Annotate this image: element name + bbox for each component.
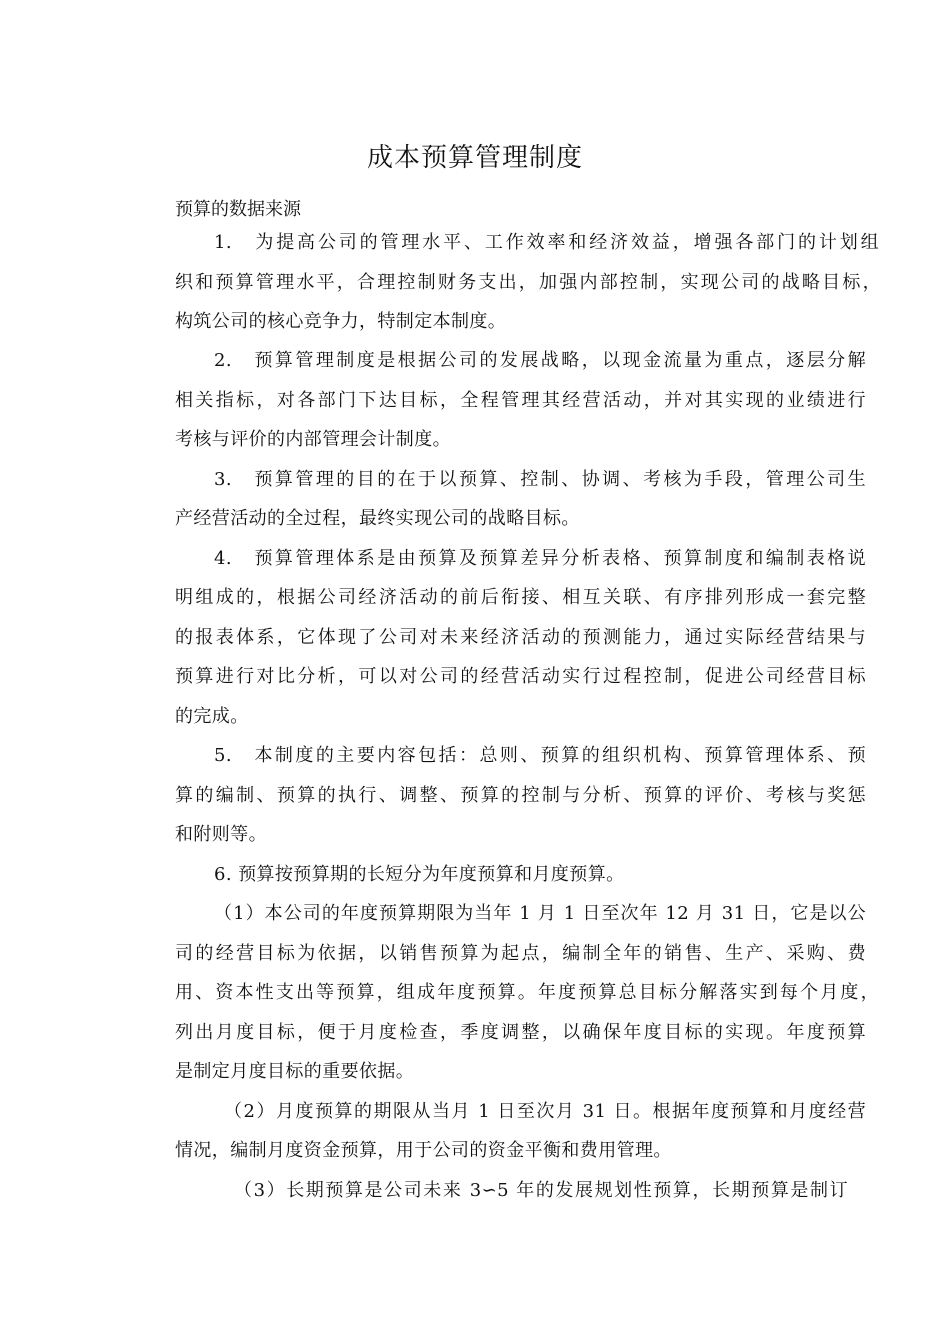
paragraph-line: 1. 为提高公司的管理水平、工作效率和经济效益，增强各部门的计划组 — [214, 232, 879, 253]
paragraph-line: 预算进行对比分析，可以对公司的经营活动实行过程控制，促进公司经营目标 — [175, 666, 866, 687]
paragraph-line: 用、资本性支出等预算，组成年度预算。年度预算总目标分解落实到每个月度， — [175, 982, 879, 1003]
paragraph-line: 相关指标，对各部门下达目标，全程管理其经营活动，并对其实现的业绩进行 — [175, 390, 866, 411]
paragraph-line: 5. 本制度的主要内容包括：总则、预算的组织机构、预算管理体系、预 — [214, 745, 866, 766]
paragraph-line: 司的经营目标为依据，以销售预算为起点，编制全年的销售、生产、采购、费 — [175, 943, 866, 964]
paragraph-line: 的报表体系，它体现了公司对未来经济活动的预测能力，通过实际经营结果与 — [175, 627, 866, 648]
paragraph-line: 2. 预算管理制度是根据公司的发展战略，以现金流量为重点，逐层分解 — [214, 350, 866, 371]
paragraph-line: 产经营活动的全过程，最终实现公司的战略目标。 — [175, 508, 580, 529]
paragraph-line: 织和预算管理水平，合理控制财务支出，加强内部控制，实现公司的战略目标， — [175, 272, 881, 293]
paragraph-line: 是制定月度目标的重要依据。 — [175, 1061, 415, 1082]
paragraph-line: 明组成的，根据公司经济活动的前后衔接、相互关联、有序排列形成一套完整 — [175, 587, 866, 608]
paragraph-line: 情况，编制月度资金预算，用于公司的资金平衡和费用管理。 — [175, 1140, 672, 1161]
paragraph-line: 3. 预算管理的目的在于以预算、控制、协调、考核为手段，管理公司生 — [214, 469, 866, 490]
paragraph-line: 构筑公司的核心竞争力，特制定本制度。 — [175, 311, 507, 332]
paragraph-line: 考核与评价的内部管理会计制度。 — [175, 429, 451, 450]
paragraph-line: （2）月度预算的期限从当月 1 日至次月 31 日。根据年度预算和月度经营 — [224, 1101, 866, 1122]
paragraph-line: 和附则等。 — [175, 824, 267, 845]
paragraph-line: 的完成。 — [175, 706, 249, 727]
paragraph-line: （1）本公司的年度预算期限为当年 1 月 1 日至次年 12 月 31 日，它是以公 — [214, 903, 866, 924]
section-heading: 预算的数据来源 — [175, 199, 301, 220]
paragraph-line: 列出月度目标，便于月度检查，季度调整，以确保年度目标的实现。年度预算 — [175, 1022, 866, 1043]
document-title: 成本预算管理制度 — [366, 143, 583, 173]
paragraph-line: 算的编制、预算的执行、调整、预算的控制与分析、预算的评价、考核与奖惩 — [175, 785, 866, 806]
paragraph-line: 4. 预算管理体系是由预算及预算差异分析表格、预算制度和编制表格说 — [214, 548, 866, 569]
paragraph-line: （3）长期预算是公司未来 3∽5 年的发展规划性预算，长期预算是制订 — [234, 1180, 848, 1201]
paragraph-line: 6. 预算按预算期的长短分为年度预算和月度预算。 — [214, 864, 625, 885]
